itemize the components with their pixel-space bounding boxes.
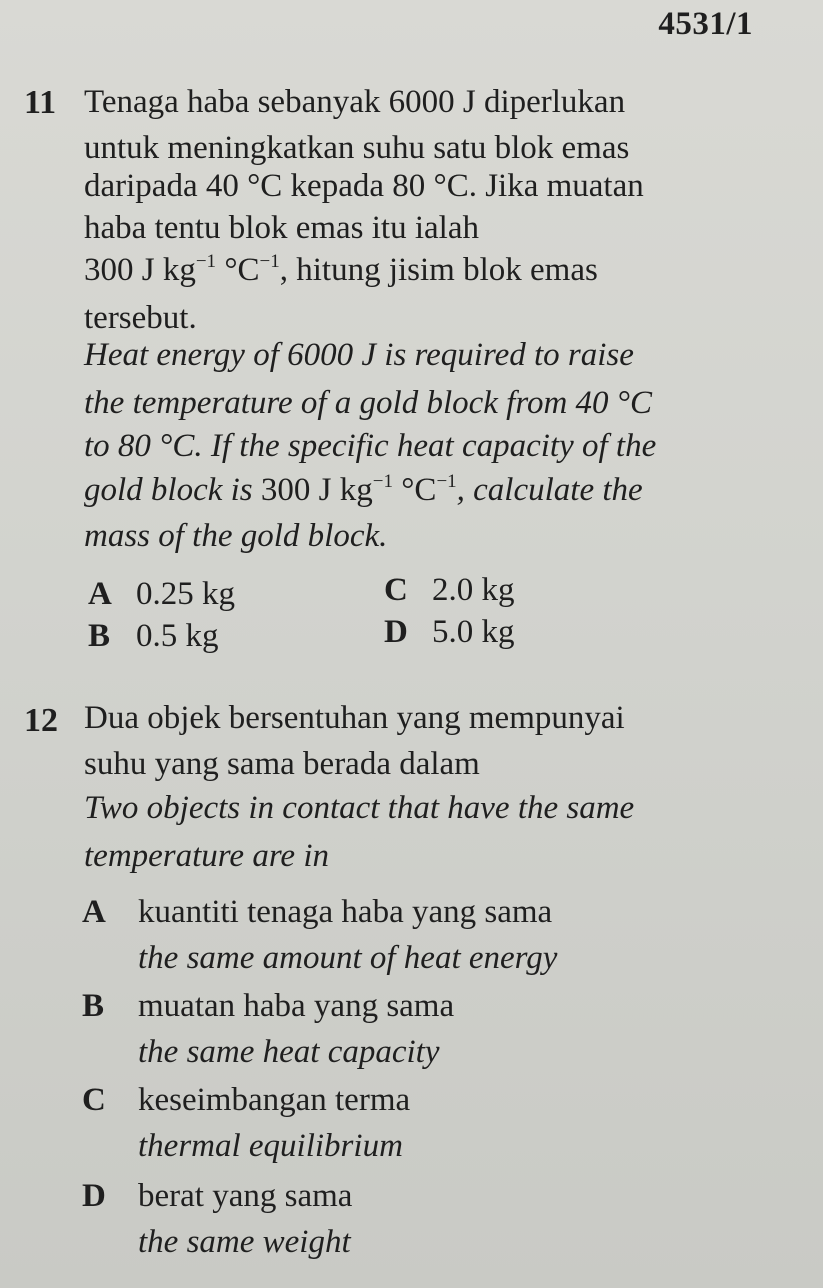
- q11-malay-line-2: untuk meningkatkan suhu satu blok emas: [84, 130, 630, 166]
- q12-option-c[interactable]: [82, 1084, 410, 1117]
- option-text: 2.0 kg: [432, 572, 515, 608]
- q12-option-a[interactable]: [82, 896, 552, 929]
- q12-malay-line-1: Dua objek bersentuhan yang mempunyai: [84, 700, 625, 736]
- option-malay: muatan haba yang sama: [138, 988, 455, 1024]
- q11-malay-exp-1: −1: [195, 251, 217, 272]
- q11-english-exp-2: −1: [436, 471, 457, 492]
- option-text: 0.5 kg: [136, 618, 219, 654]
- q12-option-d-english: the same weight: [138, 1224, 351, 1260]
- option-letter: C: [384, 572, 408, 608]
- q11-malay-line-6: tersebut.: [84, 300, 197, 336]
- q11-english-line-2: the temperature of a gold block from 40 °C: [84, 385, 653, 421]
- q11-malay-unit: °C: [216, 252, 260, 288]
- option-letter: D: [82, 1178, 106, 1214]
- q12-option-d[interactable]: [82, 1180, 352, 1213]
- q11-malay-line-5: [84, 251, 598, 288]
- paper-code: 4531/1: [658, 6, 753, 42]
- q11-option-d[interactable]: [384, 616, 515, 649]
- q11-english-line-5: mass of the gold block.: [84, 518, 388, 554]
- q11-english-exp-1: −1: [372, 471, 393, 492]
- q12-option-c-english: thermal equilibrium: [138, 1128, 403, 1164]
- q12-english-line-2: temperature are in: [84, 838, 330, 874]
- q11-malay-line-3: daripada 40 °C kepada 80 °C. Jika muatan: [84, 168, 644, 204]
- question-11-number: 11: [24, 84, 57, 121]
- option-letter: C: [82, 1082, 106, 1118]
- q11-english-line-3: to 80 °C. If the specific heat capacity of the: [84, 428, 657, 464]
- q11-malay-rest: , hitung jisim blok emas: [279, 252, 598, 288]
- q11-english-rest: , calculate the: [456, 472, 643, 508]
- q11-option-a[interactable]: [88, 578, 235, 611]
- option-malay: berat yang sama: [138, 1178, 353, 1214]
- q12-malay-line-2: suhu yang sama berada dalam: [84, 746, 480, 782]
- option-malay: kuantiti tenaga haba yang sama: [138, 894, 553, 930]
- q12-english-line-1: Two objects in contact that have the same: [84, 790, 635, 826]
- q11-malay-value: 300 J kg: [84, 252, 196, 288]
- option-letter: A: [82, 894, 106, 930]
- q11-english-start: gold block is: [84, 472, 261, 508]
- q12-option-b-english: the same heat capacity: [138, 1034, 440, 1070]
- option-text: 0.25 kg: [136, 576, 235, 612]
- q12-option-b[interactable]: [82, 990, 454, 1023]
- q11-english-unit: °C: [392, 472, 437, 508]
- option-letter: B: [82, 988, 105, 1024]
- q11-english-line-4: [84, 471, 643, 508]
- question-12-number: 12: [24, 702, 58, 739]
- q11-malay-line-4: haba tentu blok emas itu ialah: [84, 210, 479, 246]
- q11-option-c[interactable]: [384, 574, 515, 607]
- option-malay: keseimbangan terma: [138, 1082, 411, 1118]
- q12-option-a-english: the same amount of heat energy: [138, 940, 558, 976]
- q11-option-b[interactable]: [88, 620, 219, 653]
- option-text: 5.0 kg: [432, 614, 515, 650]
- q11-malay-line-1: Tenaga haba sebanyak 6000 J diperlukan: [84, 84, 626, 120]
- q11-english-line-1: Heat energy of 6000 J is required to raise: [84, 337, 634, 373]
- q11-malay-exp-2: −1: [259, 251, 280, 272]
- option-letter: A: [88, 576, 112, 612]
- option-letter: B: [88, 618, 111, 654]
- option-letter: D: [384, 614, 408, 650]
- q11-english-value: 300 J kg: [260, 472, 373, 508]
